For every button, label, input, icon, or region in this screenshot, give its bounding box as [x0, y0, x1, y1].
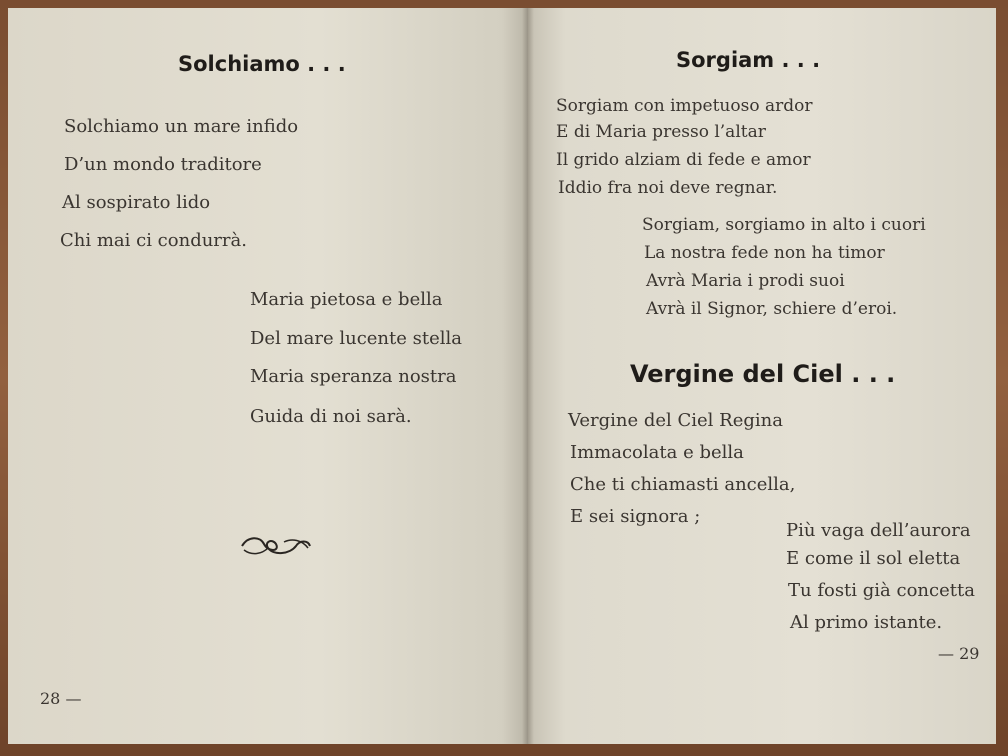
stanza2-line: Avrà il Signor, schiere d’eroi.	[646, 299, 898, 319]
right-page-title-sorgiam: Sorgiam . . .	[676, 48, 821, 72]
stanza2-line: La nostra fede non ha timor	[644, 243, 885, 263]
stanza1-line: Solchiamo un mare infido	[64, 116, 299, 137]
stanza1-line: Al sospirato lido	[62, 192, 211, 213]
stanza1-line: Sorgiam con impetuoso ardor	[556, 96, 813, 116]
left-page-title: Solchiamo . . .	[178, 52, 346, 76]
stanza4-line: Tu fosti già concetta	[788, 580, 975, 601]
stanza3-line: Che ti chiamasti ancella,	[570, 474, 796, 495]
right-page-number: — 29	[938, 644, 980, 663]
stanza3-line: Immacolata e bella	[570, 442, 744, 463]
stanza4-line: Più vaga dell’aurora	[786, 520, 971, 541]
stanza1-line: E di Maria presso l’altar	[556, 122, 766, 142]
stanza4-line: E come il sol eletta	[786, 548, 961, 569]
stanza2-line: Guida di noi sarà.	[250, 406, 412, 427]
stanza1-line: D’un mondo traditore	[64, 154, 262, 175]
stanza2-line: Maria speranza nostra	[250, 366, 457, 387]
stanza3-line: E sei signora ;	[570, 506, 701, 527]
left-page-number: 28 —	[40, 689, 82, 708]
stanza1-line: Il grido alziam di fede e amor	[556, 150, 811, 170]
left-page	[8, 8, 528, 744]
stanza1-line: Chi mai ci condurrà.	[60, 230, 247, 251]
stanza2-line: Maria pietosa e bella	[250, 289, 443, 310]
book-gutter	[522, 8, 534, 744]
stanza2-line: Sorgiam, sorgiamo in alto i cuori	[642, 215, 926, 235]
swirl-ornament-icon	[238, 534, 314, 558]
stanza2-line: Avrà Maria i prodi suoi	[646, 271, 845, 291]
stanza1-line: Iddio fra noi deve regnar.	[558, 178, 778, 198]
right-page	[528, 8, 996, 744]
stanza2-line: Del mare lucente stella	[250, 328, 462, 349]
stanza4-line: Al primo istante.	[790, 612, 943, 633]
right-page-title-vergine: Vergine del Ciel . . .	[630, 360, 896, 388]
stanza3-line: Vergine del Ciel Regina	[568, 410, 783, 431]
